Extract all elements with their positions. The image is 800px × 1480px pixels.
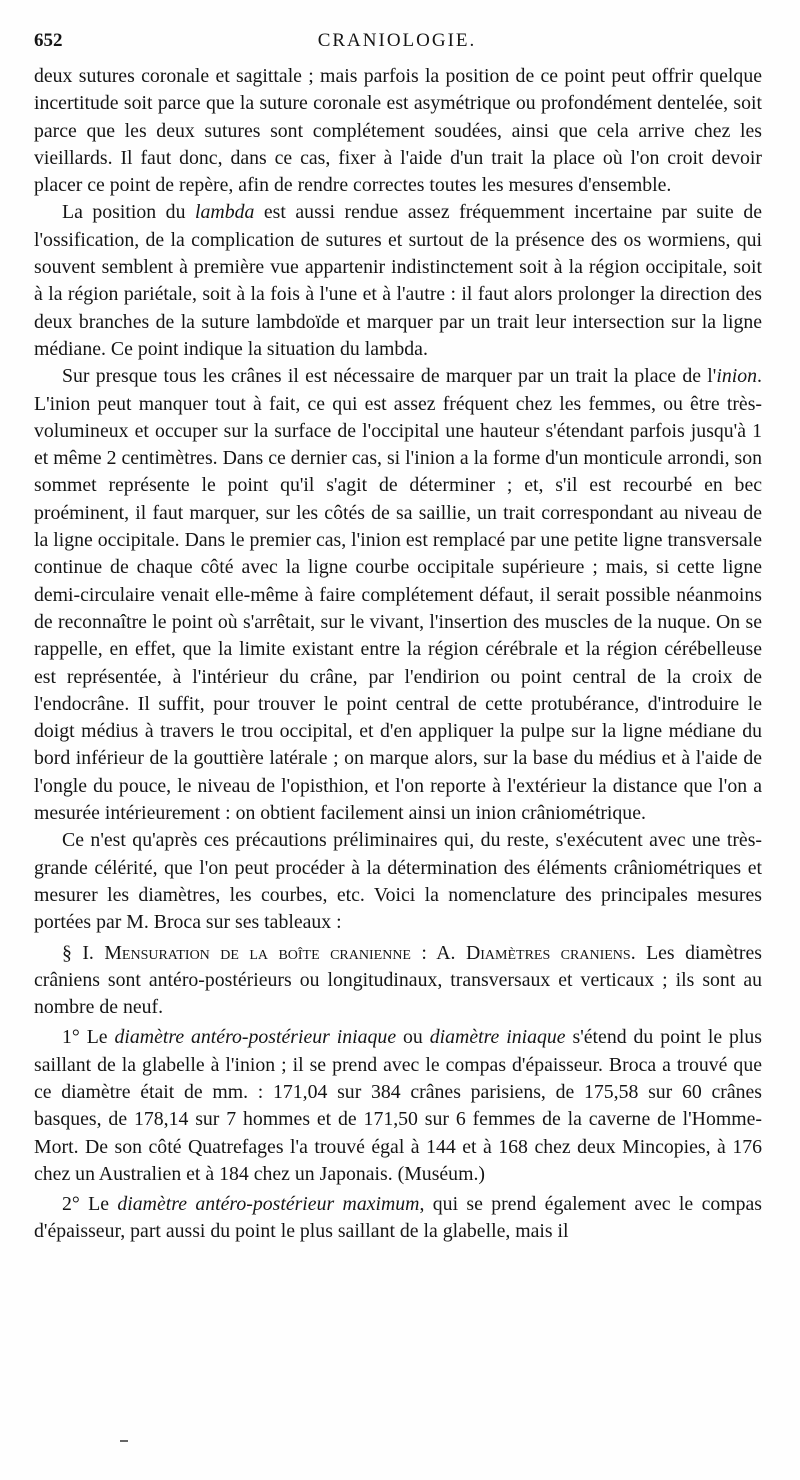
- text-run: 2° Le: [62, 1193, 118, 1216]
- paragraph-p6: [34, 1024, 762, 1188]
- text-run: est aussi rendue assez fréquemment incertaine par suite de l'ossification, de la complication de sutures et surtout de la présence des os wormiens, qui souvent semblent à première vue appartenir indistinctement soit à la région occipitale, soit à la région pariétale, soit à la fois à l'une et à l'autre : il faut alors prolonger la direction des deux branches de la suture lambdoïde et marquer par un trait leur intersection sur la ligne médiane. Ce point indique la situation du lambda.: [34, 201, 762, 360]
- paragraph-p4: [34, 827, 762, 936]
- italic-term: diamètre antéro-postérieur maximum: [117, 1193, 420, 1216]
- small-caps-heading: Diamètres craniens: [465, 941, 631, 964]
- italic-term: diamètre antéro-postérieur iniaque: [114, 1026, 397, 1049]
- text-run: deux sutures coronale et sagittale ; mais parfois la position de ce point peut offrir quelque incertitude soit parce que la suture coronale est asymétrique ou profondément dentelée, soit parce que les deux sutures sont complétement soudées, ainsi que cela arrive chez les vieillards. Il faut donc, dans ce cas, fixer à l'aide d'un trait la place où l'on croit devoir placer ce point de repère, afin de rendre correctes toutes les mesures d'ensemble.: [34, 65, 762, 197]
- page-header: [34, 30, 760, 56]
- ink-mark: [120, 1440, 128, 1442]
- text-run: : A.: [410, 941, 466, 964]
- text-run: Ce n'est qu'après ces précautions préliminaires qui, du reste, s'exécutent avec une très-grande célérité, que l'on peut procéder à la détermination des éléments crâniométriques et mesurer les diamètres, les courbes, etc. Voici la nomenclature des principales mesures portées par M. Broca sur ses tableaux :: [34, 829, 762, 934]
- paragraph-p3: [34, 363, 762, 827]
- paragraph-p2: [34, 199, 762, 363]
- text-run: § I.: [62, 941, 105, 964]
- text-run: . Les diamètres crâniens sont antéro-postérieurs ou longitudinaux, transversaux et verticaux ; ils sont au nombre de neuf.: [34, 941, 762, 1019]
- italic-term: inion: [716, 365, 758, 388]
- paragraph-p7: [34, 1191, 762, 1246]
- running-title: CRANIOLOGIE.: [317, 30, 477, 51]
- text-run: La position du: [62, 201, 196, 224]
- paragraph-p1: [34, 63, 762, 199]
- text-run: 1° Le: [62, 1026, 115, 1049]
- page-number: 652: [34, 30, 63, 51]
- text-run: . L'inion peut manquer tout à fait, ce qui est assez fréquent chez les femmes, ou être très-volumineux et occuper sur la surface de l'occipital une hauteur s'étendant parfois jusqu'à 1 et même 2 centimètres. Dans ce dernier cas, si l'inion a la forme d'un monticule arrondi, son sommet représente le point qu'il s'agit de déterminer ; et, s'il est recourbé en bec proéminent, il faut marquer, sur les côtés de sa saillie, un trait correspondant au niveau de la ligne occipitale. Dans le premier cas, l'inion est remplacé par une petite ligne transversale continue de chaque côté avec la ligne courbe occipitale supérieure ; mais, si cette ligne demi-circulaire venait elle-même à faire complétement défaut, il serait possible néanmoins de reconnaître le point où s'arrêtait, sur le vivant, l'insertion des muscles de la nuque. On se rappelle, en effet, que la limite existant entre la région cérébrale et la région cérébelleuse est représentée, à l'intérieur du crâne, par l'endirion ou point central de la croix de l'endocrâne. Il suffit, pour trouver le point central de cette protubérance, d'introduire le doigt médius à travers le trou occipital, et d'en appliquer la pulpe sur la ligne médiane du bord inférieur de la gouttière latérale ; on marque alors, sur la base du médius et à l'aide de l'ongle du pouce, le niveau de l'opisthion, et l'on reporte à l'extérieur la distance que l'on a mesurée intérieurement : on obtient facilement ainsi un inion crâniométrique.: [34, 365, 762, 825]
- text-run: , qui se prend également avec le compas d'épaisseur, part aussi du point le plus saillant de la glabelle, mais il: [34, 1193, 762, 1243]
- text-run: ou: [396, 1026, 430, 1049]
- text-run: Sur presque tous les crânes il est nécessaire de marquer par un trait la place de l': [62, 365, 717, 388]
- small-caps-heading: Mensuration de la boîte cranienne: [104, 941, 411, 964]
- italic-term: lambda: [195, 201, 255, 224]
- italic-term: diamètre iniaque: [429, 1026, 566, 1049]
- body-text: [34, 63, 762, 1246]
- text-run: s'étend du point le plus saillant de la glabelle à l'inion ; il se prend avec le compas d'épaisseur. Broca a trouvé que ce diamètre était de mm. : 171,04 sur 384 crânes parisiens, de 175,58 sur 60 crânes basques, de 178,14 sur 7 hommes et de 171,50 sur 6 femmes de la caverne de l'Homme-Mort. De son côté Quatrefages l'a trouvé égal à 144 et à 168 chez deux Mincopies, à 176 chez un Australien et à 184 chez un Japonais. (Muséum.): [34, 1026, 763, 1185]
- paragraph-p5: [34, 940, 762, 1022]
